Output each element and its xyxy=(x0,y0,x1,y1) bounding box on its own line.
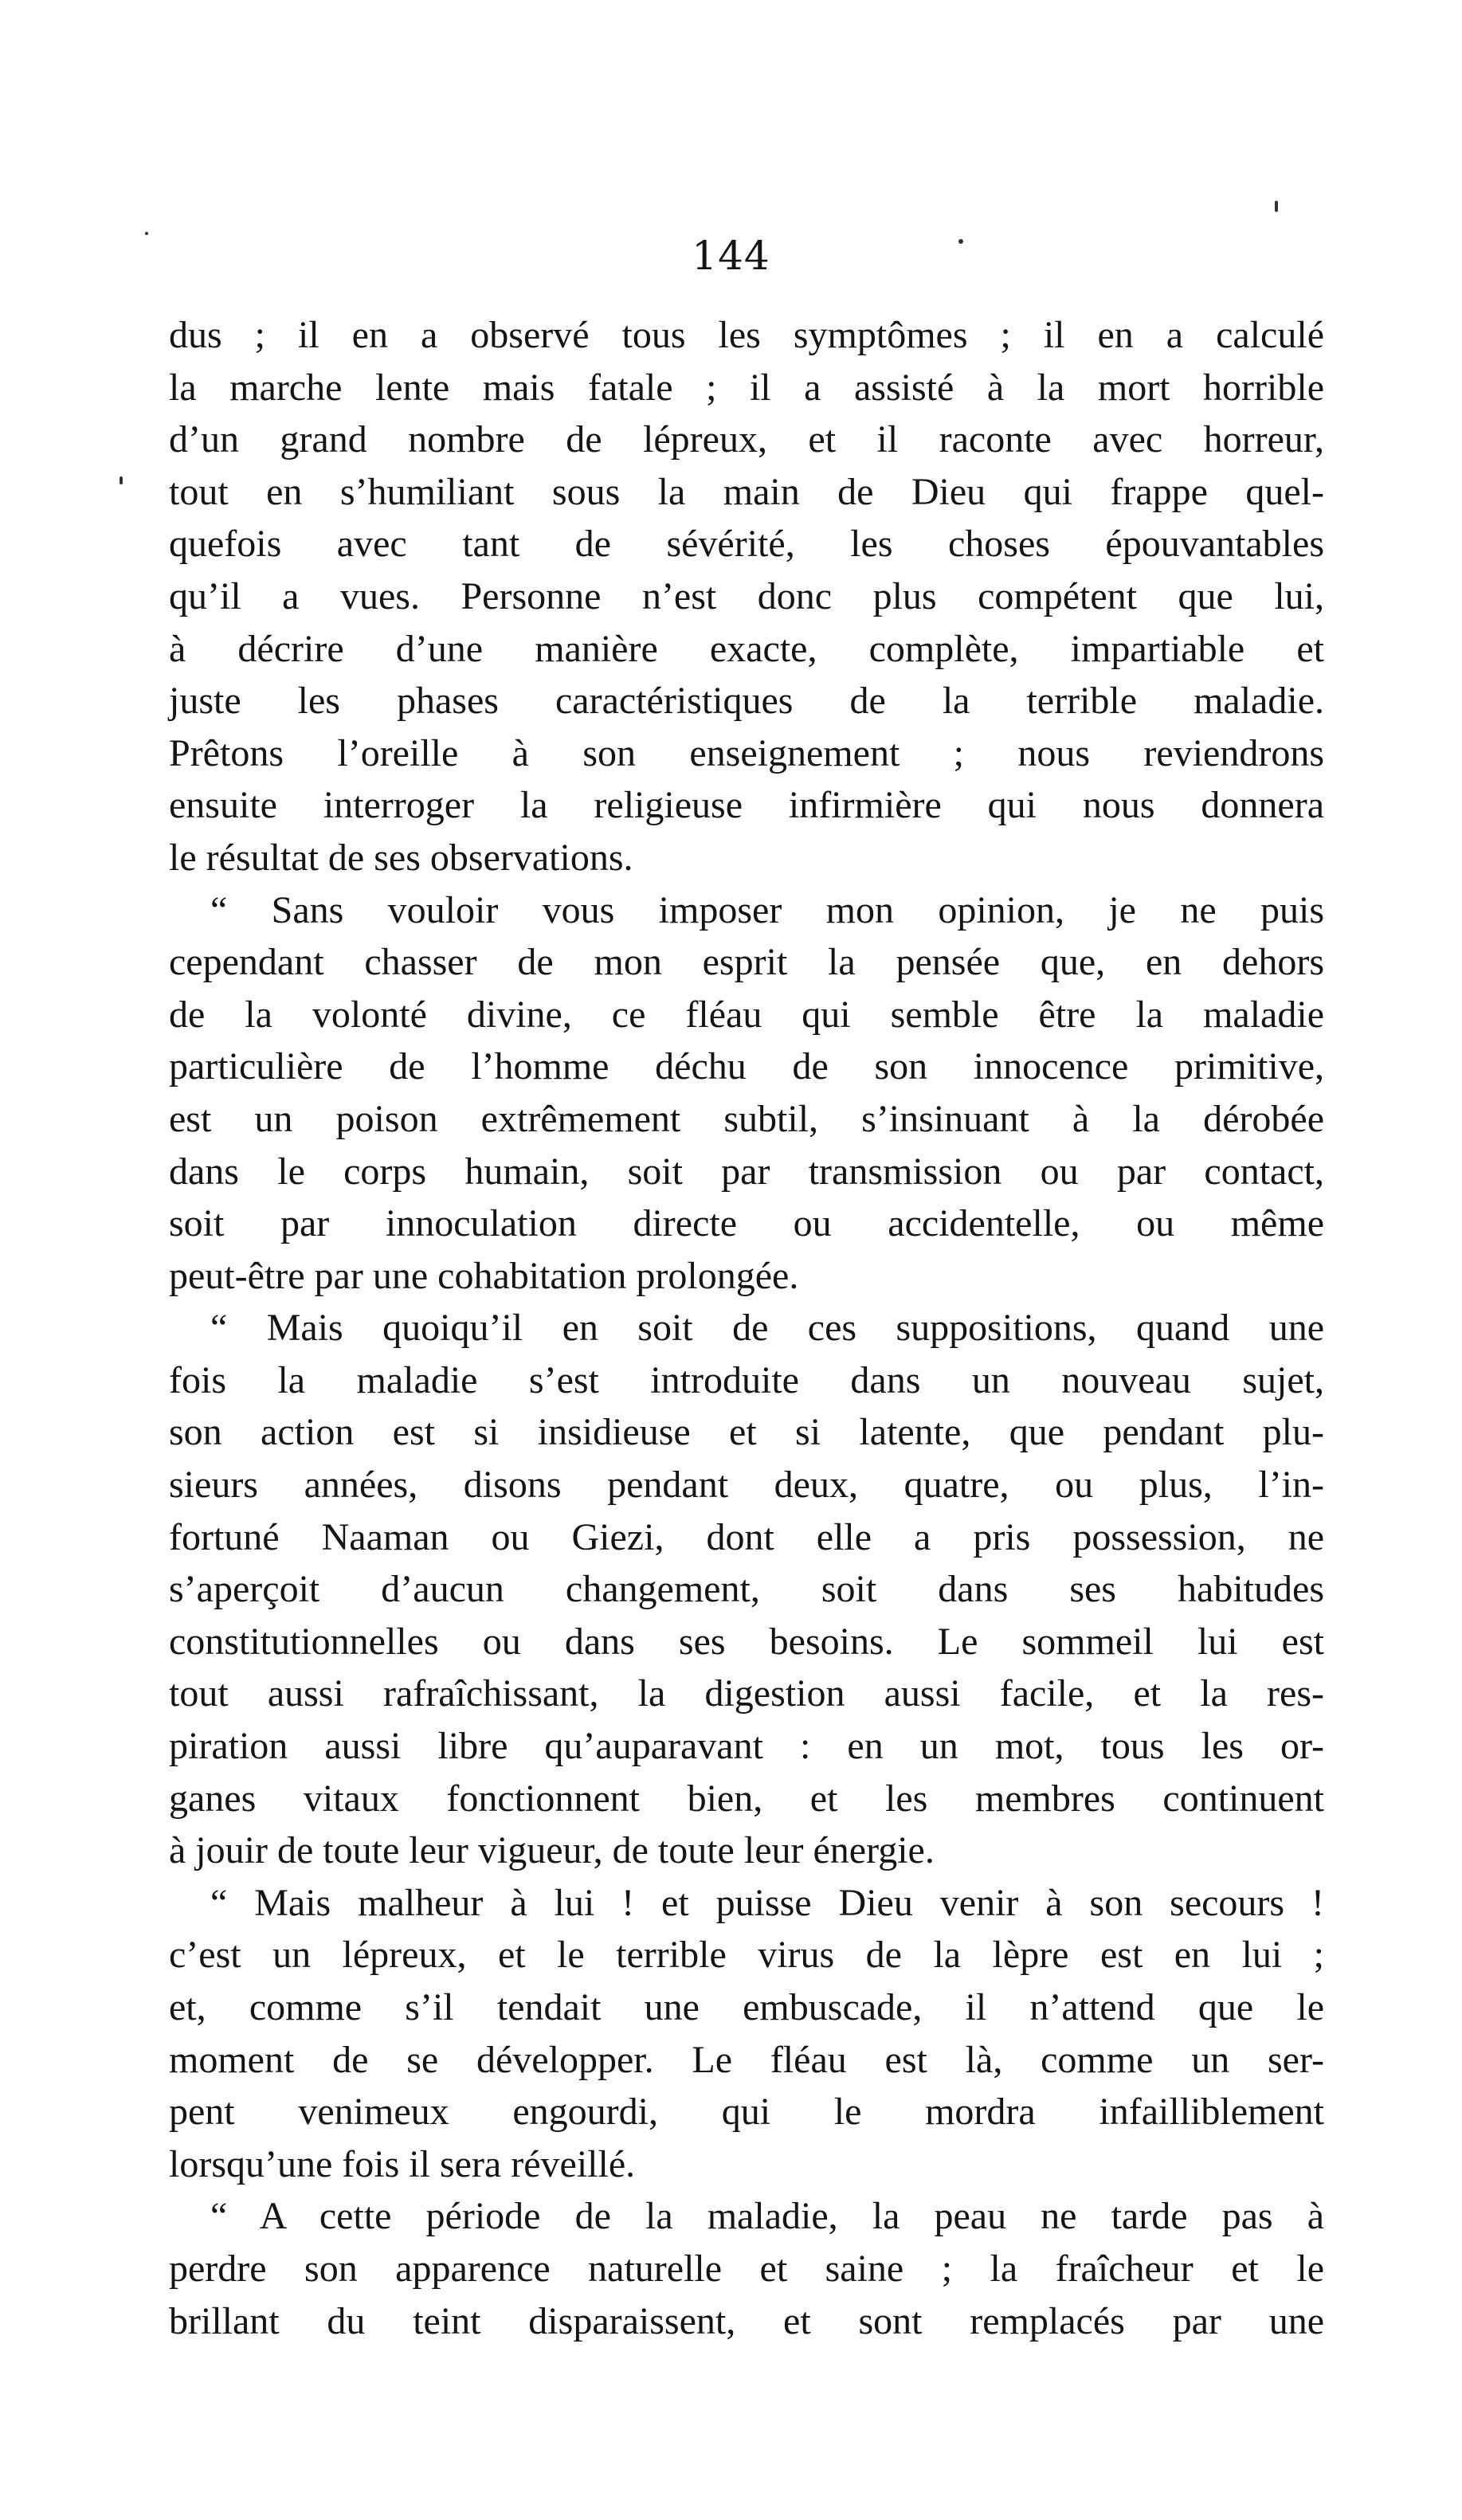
paragraph-1 xyxy=(169,309,1324,884)
text-line: d’un grand nombre de lépreux, et il raconte avec horreur, xyxy=(169,418,1324,461)
text-line: sieurs années, disons pendant deux, quatre, ou plus, l’in- xyxy=(169,1464,1324,1507)
text-line: s’aperçoit d’aucun changement, soit dans ses habitudes xyxy=(169,1568,1324,1611)
text-line: ganes vitaux fonctionnent bien, et les membres continuent xyxy=(169,1777,1324,1820)
text-line: la marche lente mais fatale ; il a assisté à la mort horrible xyxy=(169,366,1324,409)
text-line: “ Mais quoiqu’il en soit de ces suppositions, quand une xyxy=(210,1307,1324,1350)
paragraph-5 xyxy=(169,2190,1324,2347)
text-line: particulière de l’homme déchu de son innocence primitive, xyxy=(169,1045,1324,1088)
text-line: tout en s’humiliant sous la main de Dieu qui frappe quel- xyxy=(169,470,1324,513)
text-line: tout aussi rafraîchissant, la digestion aussi facile, et la res- xyxy=(169,1672,1324,1715)
text-line: soit par innoculation directe ou accidentelle, ou même xyxy=(169,1202,1324,1245)
text-line: peut-être par une cohabitation prolongée. xyxy=(169,1254,799,1297)
text-line: à jouir de toute leur vigueur, de toute leur énergie. xyxy=(169,1829,935,1872)
text-line: qu’il a vues. Personne n’est donc plus compétent que lui, xyxy=(169,574,1324,617)
page-number: 144 xyxy=(692,233,770,279)
text-line: perdre son apparence naturelle et saine ; la fraîcheur et le xyxy=(169,2247,1324,2290)
text-line: à décrire d’une manière exacte, complète, impartiable et xyxy=(169,627,1324,670)
text-line: le résultat de ses observations. xyxy=(169,836,633,879)
text-line: constitutionnelles ou dans ses besoins. Le sommeil lui est xyxy=(169,1620,1324,1663)
text-line: “ A cette période de la maladie, la peau ne tarde pas à xyxy=(210,2195,1324,2238)
paragraph-4 xyxy=(169,1877,1324,2191)
text-line: brillant du teint disparaissent, et sont remplacés par une xyxy=(169,2299,1324,2342)
text-line: de la volonté divine, ce fléau qui semble être la maladie xyxy=(169,993,1324,1036)
text-line: dus ; il en a observé tous les symptômes ; il en a calculé xyxy=(169,314,1324,356)
text-line: “ Sans vouloir vous imposer mon opinion, je ne puis xyxy=(210,888,1324,931)
text-line: “ Mais malheur à lui ! et puisse Dieu venir à son secours ! xyxy=(210,1881,1324,1924)
text-line: Prêtons l’oreille à son enseignement ; nous reviendrons xyxy=(169,731,1324,774)
text-line: fortuné Naaman ou Giezi, dont elle a pris possession, ne xyxy=(169,1515,1324,1558)
text-line: dans le corps humain, soit par transmission ou par contact, xyxy=(169,1150,1324,1193)
text-line: ensuite interroger la religieuse infirmière qui nous donnera xyxy=(169,784,1324,827)
ink-speck xyxy=(958,239,963,244)
paragraph-3 xyxy=(169,1302,1324,1877)
text-line: lorsqu’une fois il sera réveillé. xyxy=(169,2142,636,2185)
text-line: quefois avec tant de sévérité, les choses épouvantables xyxy=(169,523,1324,566)
text-line: juste les phases caractéristiques de la terrible maladie. xyxy=(169,680,1324,723)
text-line: cependant chasser de mon esprit la pensée que, en dehors xyxy=(169,941,1324,984)
text-line: son action est si insidieuse et si latente, que pendant plu- xyxy=(169,1411,1324,1454)
text-line: c’est un lépreux, et le terrible virus de la lèpre est en lui ; xyxy=(169,1934,1324,1977)
text-line: et, comme s’il tendait une embuscade, il n’attend que le xyxy=(169,1986,1324,2028)
text-line: piration aussi libre qu’auparavant : en un mot, tous les or- xyxy=(169,1725,1324,1768)
text-line: moment de se développer. Le fléau est là, comme un ser- xyxy=(169,2038,1324,2081)
text-line: fois la maladie s’est introduite dans un nouveau sujet, xyxy=(169,1358,1324,1401)
text-line: pent venimeux engourdi, qui le mordra infailliblement xyxy=(169,2091,1324,2134)
text-line: est un poison extrêmement subtil, s’insinuant à la dérobée xyxy=(169,1097,1324,1140)
ink-speck xyxy=(1275,201,1278,212)
ink-speck xyxy=(145,232,148,235)
paragraph-2 xyxy=(169,884,1324,1303)
ink-speck xyxy=(120,476,123,484)
body-text xyxy=(169,309,1324,2347)
